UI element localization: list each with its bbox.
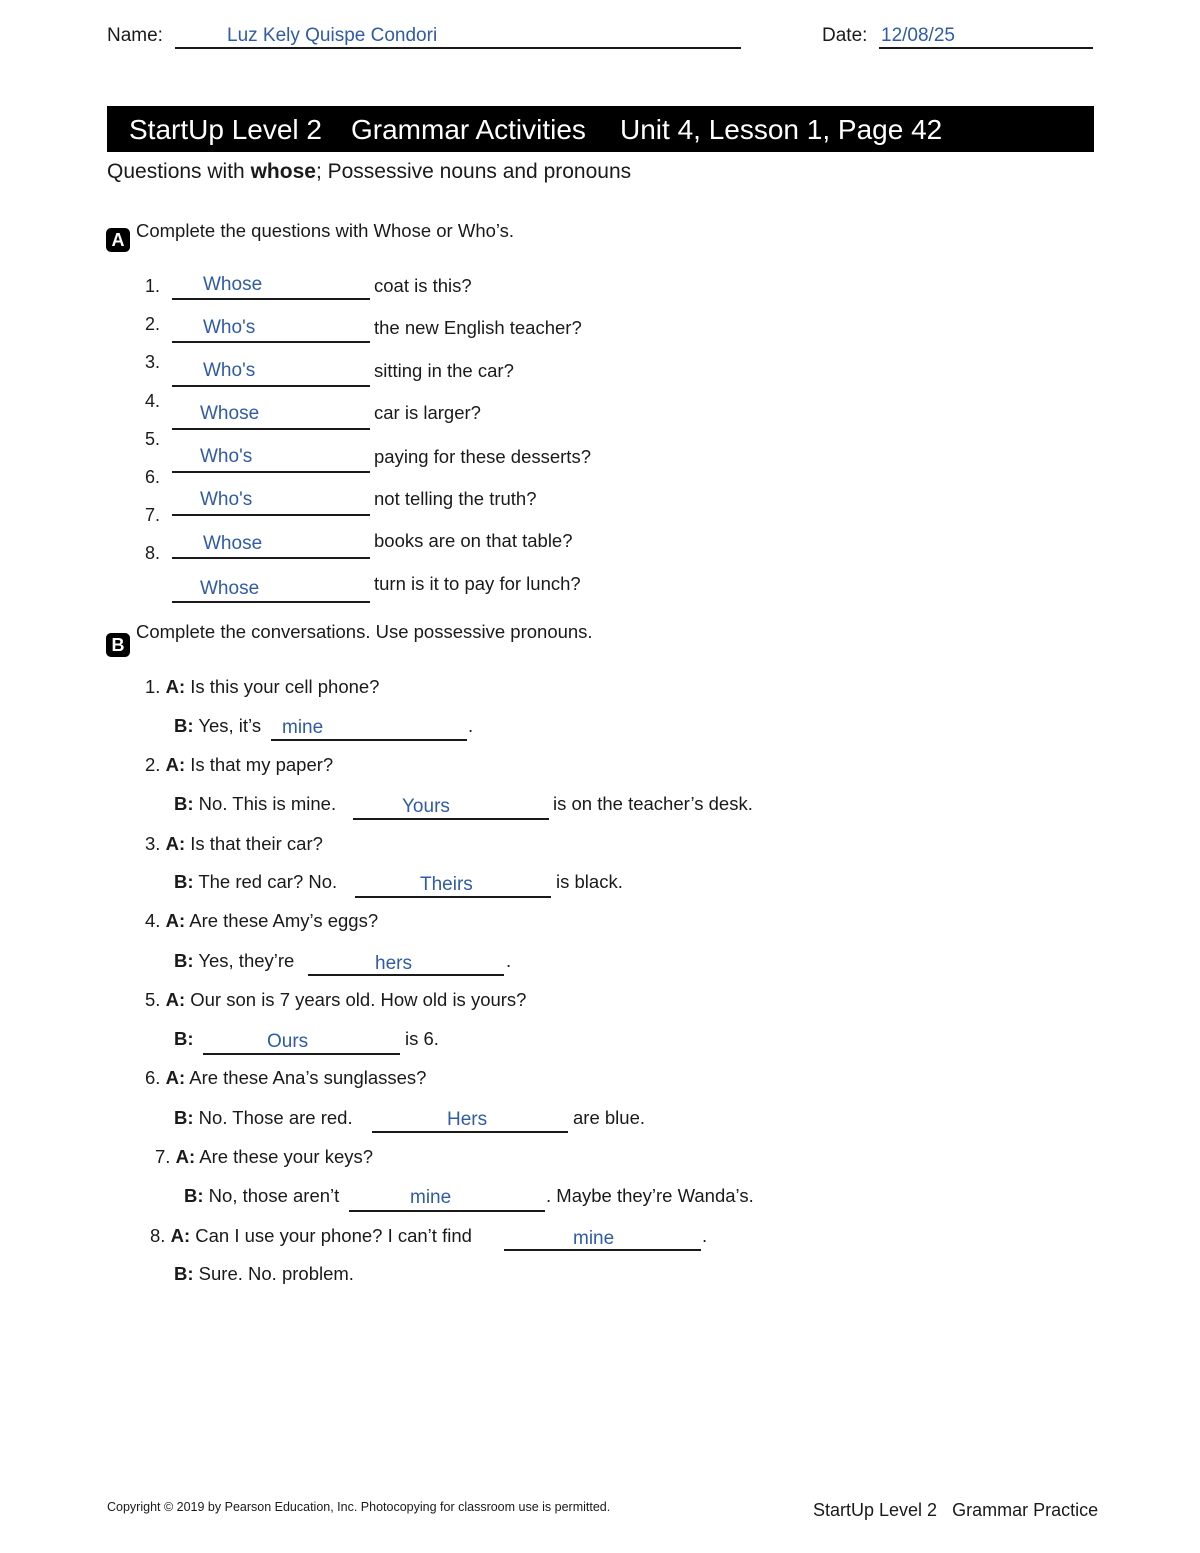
footer-book: Grammar Practice <box>952 1500 1099 1520</box>
b-item-5-a <box>145 989 526 1011</box>
b-blank-1 <box>271 739 467 741</box>
a-question-6: not telling the truth? <box>374 488 537 509</box>
a-answer-2[interactable]: Who's <box>203 317 256 338</box>
a-number-3: 3. <box>145 352 161 372</box>
b-answer-7[interactable]: mine <box>410 1187 452 1208</box>
b-line-b-before-7: No, those aren’t <box>208 1185 340 1206</box>
a-number-7: 7. <box>145 505 161 525</box>
a-blank-8 <box>172 601 370 603</box>
b-line-b-after-1: . <box>468 715 474 736</box>
a-number-1: 1. <box>145 276 161 296</box>
b-number-4: 4. <box>145 910 161 931</box>
b-line-a-2: Is that my paper? <box>190 754 334 775</box>
b-line-a-1: Is this your cell phone? <box>190 676 380 697</box>
date-underline <box>879 47 1093 49</box>
b-answer-8[interactable]: mine <box>573 1228 615 1249</box>
a-blank-1 <box>172 298 370 300</box>
b-line-b-after-4: . <box>506 950 512 971</box>
b-speaker-a-1: A: <box>165 676 186 697</box>
b-blank-3 <box>355 896 551 898</box>
a-number-5: 5. <box>145 429 161 449</box>
a-blank-2 <box>172 341 370 343</box>
b-item-1-b <box>174 715 261 737</box>
b-line-b-before-1: Yes, it’s <box>198 715 262 736</box>
section-a-instruction: Complete the questions with Whose or Who’s. <box>136 220 515 241</box>
b-speaker-a-3: A: <box>165 833 186 854</box>
b-answer-3[interactable]: Theirs <box>420 874 473 895</box>
b-speaker-b-1: B: <box>174 715 194 736</box>
b-speaker-a-7: A: <box>175 1146 196 1167</box>
a-number-8: 8. <box>145 543 161 563</box>
copyright-notice: Copyright © 2019 by Pearson Education, Inc. Photocopying for classroom use is permitted. <box>107 1500 611 1514</box>
subtitle-bold: whose <box>250 160 316 183</box>
section-b-badge: B <box>106 633 130 657</box>
b-item-7-a <box>155 1146 373 1168</box>
b-item-2-b <box>174 793 336 815</box>
banner-section: Grammar Activities <box>351 114 586 145</box>
b-speaker-b-2: B: <box>174 793 194 814</box>
b-line-b-after-3: is black. <box>556 871 623 892</box>
b-line-a-7: Are these your keys? <box>199 1146 374 1167</box>
a-blank-3 <box>172 385 370 387</box>
name-underline <box>175 47 741 49</box>
b-speaker-b-6: B: <box>174 1107 194 1128</box>
b-speaker-b-5: B: <box>174 1028 194 1049</box>
b-line-b-before-6: No. Those are red. <box>198 1107 353 1128</box>
a-blank-6 <box>172 514 370 516</box>
b-speaker-a-5: A: <box>165 989 186 1010</box>
b-answer-2[interactable]: Yours <box>402 796 450 817</box>
date-label: Date: <box>822 25 868 46</box>
b-line-b-before-4: Yes, they’re <box>198 950 295 971</box>
a-answer-1[interactable]: Whose <box>203 274 263 295</box>
b-line-b-after-6: are blue. <box>573 1107 645 1128</box>
footer-level: StartUp Level 2 <box>813 1500 938 1520</box>
a-number-2: 2. <box>145 314 161 334</box>
a-blank-4 <box>172 428 370 430</box>
a-answer-4[interactable]: Whose <box>200 403 260 424</box>
b-speaker-a-8: A: <box>170 1225 191 1246</box>
a-question-2: the new English teacher? <box>374 317 582 338</box>
b-speaker-b-3: B: <box>174 871 194 892</box>
banner-unit: Unit 4, Lesson 1, Page 42 <box>620 114 943 145</box>
b-line-a-after-8: . <box>702 1225 708 1246</box>
b-answer-1[interactable]: mine <box>282 717 324 738</box>
a-blank-7 <box>172 557 370 559</box>
a-answer-5[interactable]: Who's <box>200 446 253 467</box>
name-value[interactable]: Luz Kely Quispe Condori <box>227 25 438 46</box>
date-value[interactable]: 12/08/25 <box>881 25 955 46</box>
b-item-1-a <box>145 676 379 698</box>
b-number-8: 8. <box>150 1225 166 1246</box>
a-number-4: 4. <box>145 391 161 411</box>
b-item-6-a <box>145 1067 426 1089</box>
a-blank-5 <box>172 471 370 473</box>
b-item-4-b <box>174 950 294 972</box>
a-question-3: sitting in the car? <box>374 360 514 381</box>
b-blank-7 <box>349 1210 545 1212</box>
b-blank-5 <box>203 1053 400 1055</box>
b-blank-8 <box>504 1249 701 1251</box>
b-speaker-b-8: B: <box>174 1263 194 1284</box>
b-answer-5[interactable]: Ours <box>267 1031 309 1052</box>
b-line-a-4: Are these Amy’s eggs? <box>189 910 379 931</box>
b-number-7: 7. <box>155 1146 171 1167</box>
b-line-a-3: Is that their car? <box>190 833 323 854</box>
b-line-b-before-3: The red car? No. <box>198 871 338 892</box>
b-speaker-a-6: A: <box>165 1067 186 1088</box>
a-question-4: car is larger? <box>374 402 481 423</box>
subtitle-after: ; Possessive nouns and pronouns <box>315 160 632 183</box>
b-speaker-b-7: B: <box>184 1185 204 1206</box>
b-item-5-b <box>174 1028 194 1050</box>
b-line-a-8: Can I use your phone? I can’t find <box>195 1225 472 1246</box>
b-line-b-after-5: is 6. <box>405 1028 439 1049</box>
a-question-1: coat is this? <box>374 275 472 296</box>
b-number-2: 2. <box>145 754 161 775</box>
b-line-b-before-2: No. This is mine. <box>198 793 337 814</box>
title-banner <box>107 106 1094 152</box>
b-item-4-a <box>145 910 378 932</box>
b-line-b-after-7: . Maybe they’re Wanda’s. <box>546 1185 754 1206</box>
section-a-badge: A <box>106 228 130 252</box>
b-blank-6 <box>372 1131 568 1133</box>
b-speaker-a-4: A: <box>165 910 186 931</box>
b-blank-4 <box>308 974 504 976</box>
a-question-7: books are on that table? <box>374 530 573 551</box>
b-item-8-a <box>150 1225 472 1247</box>
b-blank-2 <box>353 818 549 820</box>
a-answer-8[interactable]: Whose <box>200 578 260 599</box>
a-question-8: turn is it to pay for lunch? <box>374 573 581 594</box>
b-line-b-before-8: Sure. No. problem. <box>198 1263 354 1284</box>
b-answer-6[interactable]: Hers <box>447 1109 488 1130</box>
b-item-2-a <box>145 754 333 776</box>
b-line-b-after-2: is on the teacher’s desk. <box>553 793 753 814</box>
b-line-a-6: Are these Ana’s sunglasses? <box>189 1067 427 1088</box>
b-item-6-b <box>174 1107 353 1129</box>
b-item-7-b <box>184 1185 339 1207</box>
section-b-instruction: Complete the conversations. Use possessive pronouns. <box>136 621 593 642</box>
b-number-6: 6. <box>145 1067 161 1088</box>
b-item-3-b <box>174 871 337 893</box>
a-answer-7[interactable]: Whose <box>203 533 263 554</box>
b-answer-4[interactable]: hers <box>375 953 412 974</box>
b-number-3: 3. <box>145 833 161 854</box>
b-item-8-b <box>174 1263 354 1285</box>
b-speaker-a-2: A: <box>165 754 186 775</box>
a-number-6: 6. <box>145 467 161 487</box>
a-question-5: paying for these desserts? <box>374 446 591 467</box>
b-item-3-a <box>145 833 323 855</box>
subtitle-before: Questions with <box>107 160 251 183</box>
name-label: Name: <box>107 25 163 46</box>
b-number-5: 5. <box>145 989 161 1010</box>
page-subtitle <box>107 160 631 184</box>
b-speaker-b-4: B: <box>174 950 194 971</box>
a-answer-6[interactable]: Who's <box>200 489 253 510</box>
b-number-1: 1. <box>145 676 161 697</box>
a-answer-3[interactable]: Who's <box>203 360 256 381</box>
banner-level: StartUp Level 2 <box>129 114 322 145</box>
footer-book-title <box>813 1500 1098 1521</box>
b-line-a-5: Our son is 7 years old. How old is yours? <box>190 989 527 1010</box>
